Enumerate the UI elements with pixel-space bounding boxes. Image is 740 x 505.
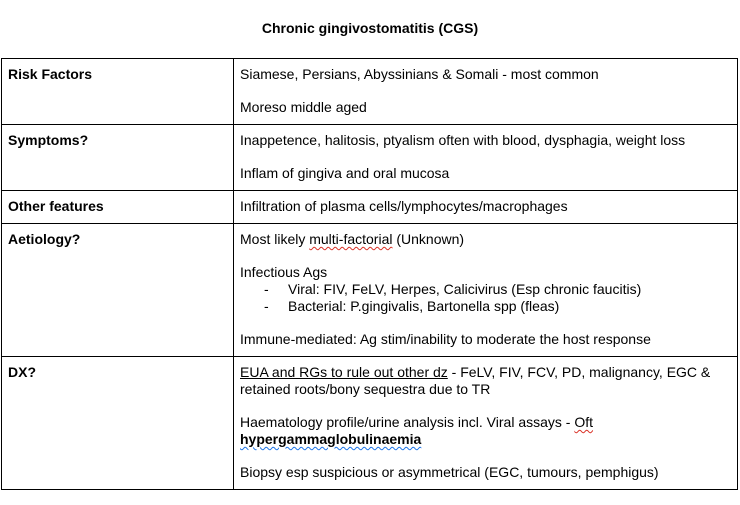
- table-row-dx: [2, 357, 738, 490]
- dx-haematology: Haematology profile/urine analysis incl. Viral assays - Oft hypergammaglobulinaemia: [240, 414, 594, 447]
- row-content-symptoms: [234, 125, 738, 191]
- risk-breeds: Siamese, Persians, Abyssinians & Somali - most common: [240, 66, 599, 82]
- dx-rule-out: EUA and RGs to rule out other dz - FeLV, FIV, FCV, PD, malignancy, EGC & retained roots/bony sequestra due to TR: [240, 364, 711, 397]
- row-label-risk-factors: Risk Factors: [2, 59, 234, 125]
- dx-biopsy: Biopsy esp suspicious or asymmetrical (EGC, tumours, pemphigus): [240, 464, 659, 480]
- document-title: Chronic gingivostomatitis (CGS): [261, 20, 479, 36]
- row-content-other-features: [234, 191, 738, 224]
- immune-mediated-text: Immune-mediated: Ag stim/inability to moderate the host response: [240, 331, 651, 347]
- spellcheck-flag[interactable]: Oft: [574, 414, 594, 430]
- aetiology-summary: Most likely multi-factorial (Unknown): [240, 231, 465, 247]
- other-features-text: Infiltration of plasma cells/lymphocytes/macrophages: [240, 198, 568, 214]
- row-content-risk-factors: [234, 59, 738, 125]
- table-row-other-features: [2, 191, 738, 224]
- spellcheck-flag[interactable]: multi-factorial: [309, 231, 393, 247]
- infectious-list: [240, 281, 731, 315]
- row-content-dx: [234, 357, 738, 490]
- symptoms-inflammation: Inflam of gingiva and oral mucosa: [240, 165, 450, 181]
- list-item-bacterial: - Bacterial: P.gingivalis, Bartonella spp (fleas): [264, 298, 731, 315]
- row-label-other-features: Other features: [2, 191, 234, 224]
- infectious-heading: Infectious Ags: [240, 264, 328, 280]
- risk-age: Moreso middle aged: [240, 99, 367, 115]
- row-label-aetiology: Aetiology?: [2, 224, 234, 357]
- notes-table: [1, 58, 738, 490]
- list-item-viral: - Viral: FIV, FeLV, Herpes, Calicivirus (Esp chronic faucitis): [264, 281, 731, 298]
- table-row-symptoms: [2, 125, 738, 191]
- row-label-symptoms: Symptoms?: [2, 125, 234, 191]
- table-row-risk-factors: [2, 59, 738, 125]
- grammar-flag[interactable]: hypergammaglobulinaemia: [240, 431, 422, 447]
- row-content-aetiology: [234, 224, 738, 357]
- row-label-dx: DX?: [2, 357, 234, 490]
- table-row-aetiology: [2, 224, 738, 357]
- symptoms-list: Inappetence, halitosis, ptyalism often with blood, dysphagia, weight loss: [240, 132, 686, 148]
